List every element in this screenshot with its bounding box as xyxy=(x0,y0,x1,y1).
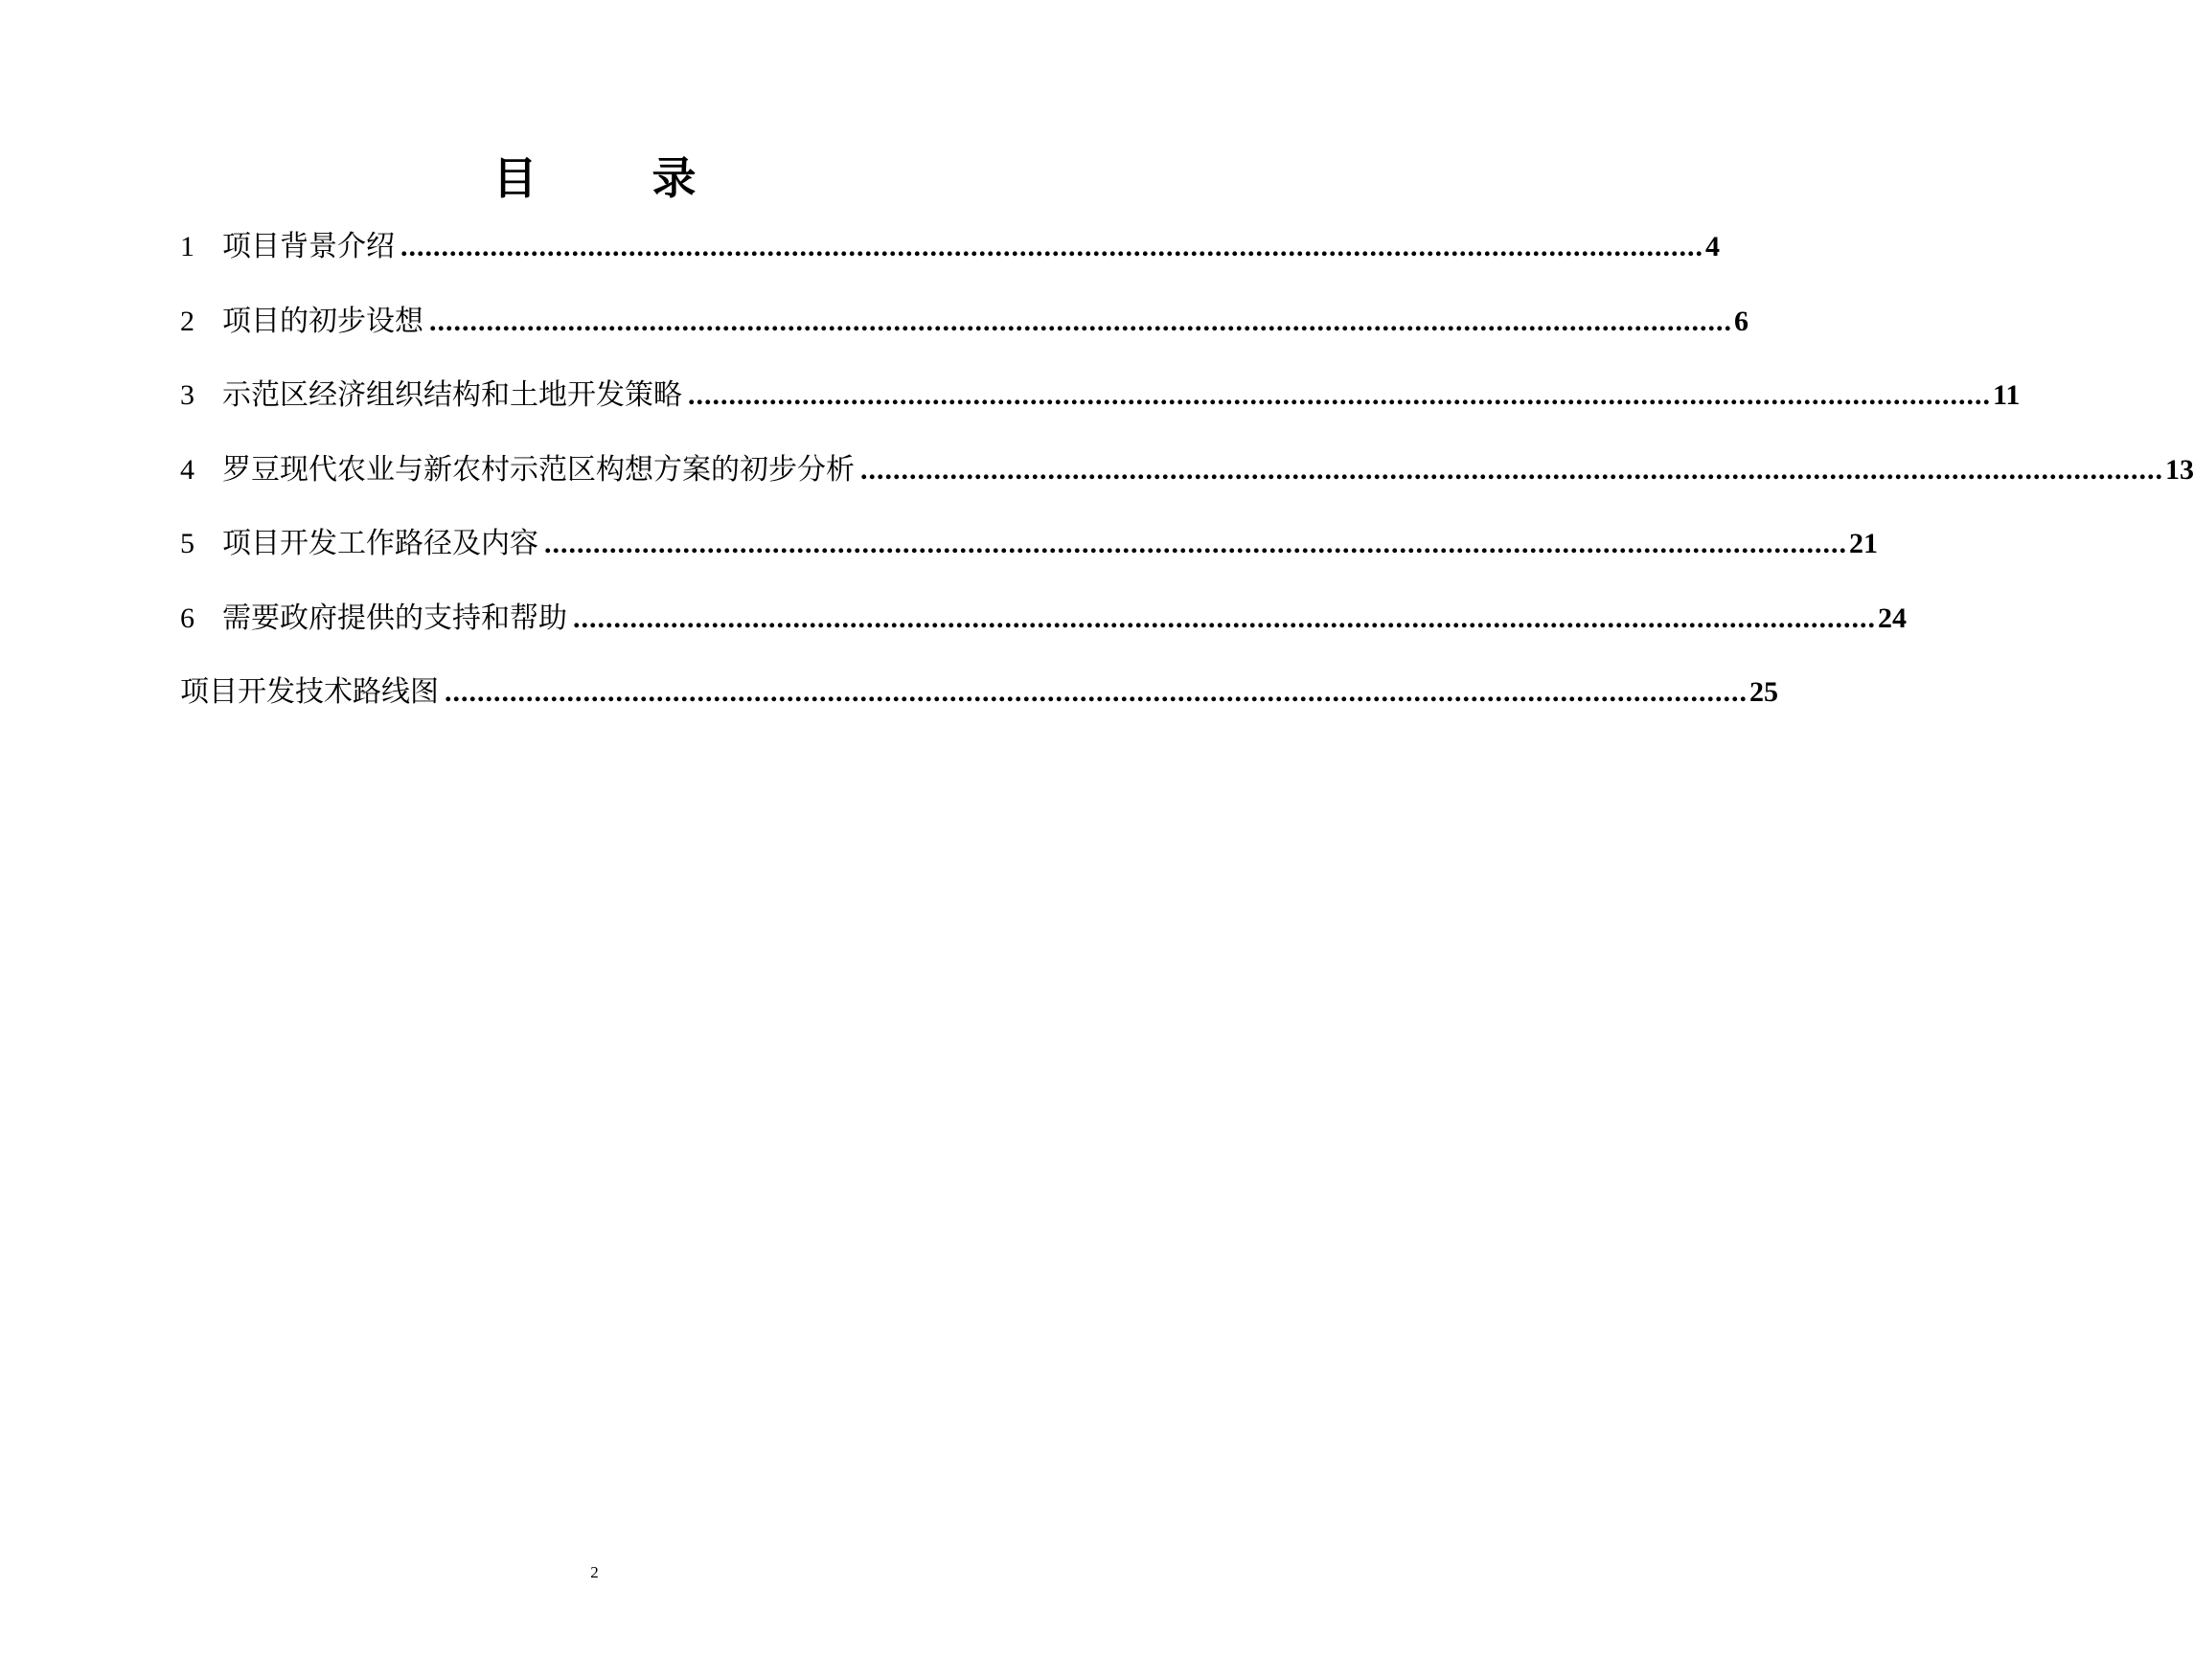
toc-entry-title: 需要政府提供的支持和帮助 xyxy=(222,601,567,635)
toc-entry[interactable] xyxy=(180,600,1907,674)
toc-entry-title: 项目背景介绍 xyxy=(222,230,395,263)
toc-entry[interactable] xyxy=(180,673,1778,748)
toc-entry-leader: ................................................................................................................................................................ xyxy=(429,305,1732,337)
toc-entry[interactable] xyxy=(180,376,2021,451)
toc-entry-leader: ................................................................................................................................................................ xyxy=(445,676,1748,708)
toc-list xyxy=(180,228,2194,748)
toc-entry-leader: ................................................................................................................................................................ xyxy=(573,602,1876,634)
toc-entry-title: 罗豆现代农业与新农村示范区构想方案的初步分析 xyxy=(222,452,855,487)
toc-entry-number: 4 xyxy=(180,453,194,486)
toc-entry-page: 11 xyxy=(1993,379,2021,411)
toc-entry-leader: ................................................................................................................................................................ xyxy=(400,231,1703,262)
toc-entry-page: 25 xyxy=(1749,676,1778,708)
toc-entry-title: 项目的初步设想 xyxy=(222,304,423,338)
toc-entry-title: 项目开发工作路径及内容 xyxy=(222,527,538,560)
toc-entry-page: 13 xyxy=(2165,453,2194,486)
toc-entry-page: 24 xyxy=(1878,602,1907,634)
toc-entry-leader: ................................................................................................................................................................ xyxy=(860,453,2163,486)
toc-entry-number: 2 xyxy=(180,305,194,337)
toc-title: 目 录 xyxy=(492,152,746,204)
toc-entry-leader: ................................................................................................................................................................ xyxy=(544,528,1847,559)
toc-entry[interactable] xyxy=(180,228,1720,303)
toc-entry-page: 6 xyxy=(1734,305,1748,337)
toc-entry[interactable] xyxy=(180,303,1748,377)
toc-entry-number: 1 xyxy=(180,231,194,262)
toc-entry-page: 21 xyxy=(1849,528,1878,559)
toc-entry-title: 示范区经济组织结构和土地开发策略 xyxy=(222,378,682,412)
toc-entry-number: 3 xyxy=(180,379,194,411)
toc-entry-number: 5 xyxy=(180,528,194,559)
page-number: 2 xyxy=(590,1563,599,1581)
toc-entry[interactable] xyxy=(180,525,1878,600)
toc-entry-page: 4 xyxy=(1705,231,1720,262)
toc-entry-title: 项目开发技术路线图 xyxy=(180,675,439,709)
toc-entry[interactable] xyxy=(180,451,2194,526)
toc-entry-leader: ................................................................................................................................................................ xyxy=(688,379,1991,411)
toc-entry-number: 6 xyxy=(180,602,194,634)
